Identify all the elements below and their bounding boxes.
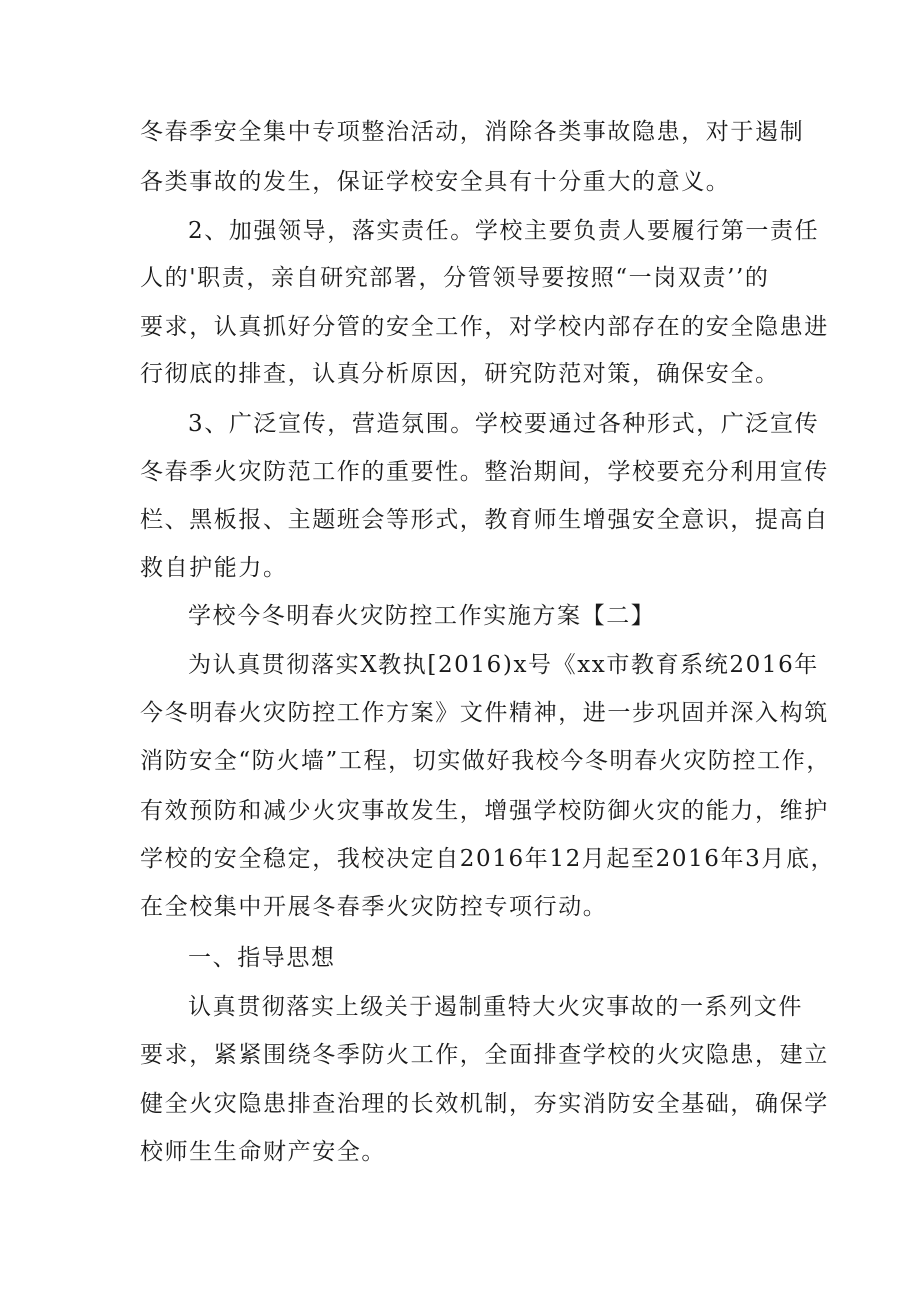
text-line: 健全火灾隐患排查治理的长效机制，夯实消防安全基础，确保学 xyxy=(140,1091,829,1117)
text-line: 要求，紧紧围绕冬季防火工作，全面排查学校的火灾隐患，建立 xyxy=(140,1042,829,1068)
text-line: 人的'职责，亲自研究部署，分管领导要按照“一岗双责’’的 xyxy=(140,265,770,291)
section-title: 学校今冬明春火灾防控工作实施方案【二】 xyxy=(188,603,656,629)
text-line: 行彻底的排查，认真分析原因，研究防范对策，确保安全。 xyxy=(140,361,780,387)
text-line: 2、加强领导，落实责任。学校主要负责人要履行第一责任 xyxy=(188,218,820,244)
text-line: 认真贯彻落实上级关于遏制重特大火灾事故的一系列文件 xyxy=(188,994,803,1020)
text-line: 冬春季安全集中专项整治活动，消除各类事故隐患，对于遏制 xyxy=(140,119,805,145)
text-line: 在全校集中开展冬春季火灾防控专项行动。 xyxy=(140,894,608,920)
text-line: 各类事故的发生，保证学校安全具有十分重大的意义。 xyxy=(140,169,731,195)
text-line: 要求，认真抓好分管的安全工作，对学校内部存在的安全隐患进 xyxy=(140,314,829,340)
heading-guiding-thought: 一、指导思想 xyxy=(188,945,336,971)
text-line: 有效预防和减少火灾事故发生，增强学校防御火灾的能力，维护 xyxy=(140,798,829,824)
text-line: 救自护能力。 xyxy=(140,555,288,581)
text-line: 消防安全“防火墙”工程，切实做好我校今冬明春火灾防控工作， xyxy=(140,748,831,774)
text-line: 今冬明春火灾防控工作方案》文件精神，进一步巩固并深入构筑 xyxy=(140,700,829,726)
text-line: 3、广泛宣传，营造氛围。学校要通过各种形式，广泛宣传 xyxy=(188,411,820,437)
text-line: 冬春季火灾防范工作的重要性。整治期间，学校要充分利用宣传 xyxy=(140,459,829,485)
text-line: 学校的安全稳定，我校决定自2016年12月起至2016年3月底， xyxy=(140,846,836,872)
text-line: 栏、黑板报、主题班会等形式，教育师生增强安全意识，提高自 xyxy=(140,507,829,533)
text-line: 为认真贯彻落实X教执[2016)x号《xx市教育系统2016年 xyxy=(188,652,819,678)
text-line: 校师生生命财产安全。 xyxy=(140,1139,386,1165)
